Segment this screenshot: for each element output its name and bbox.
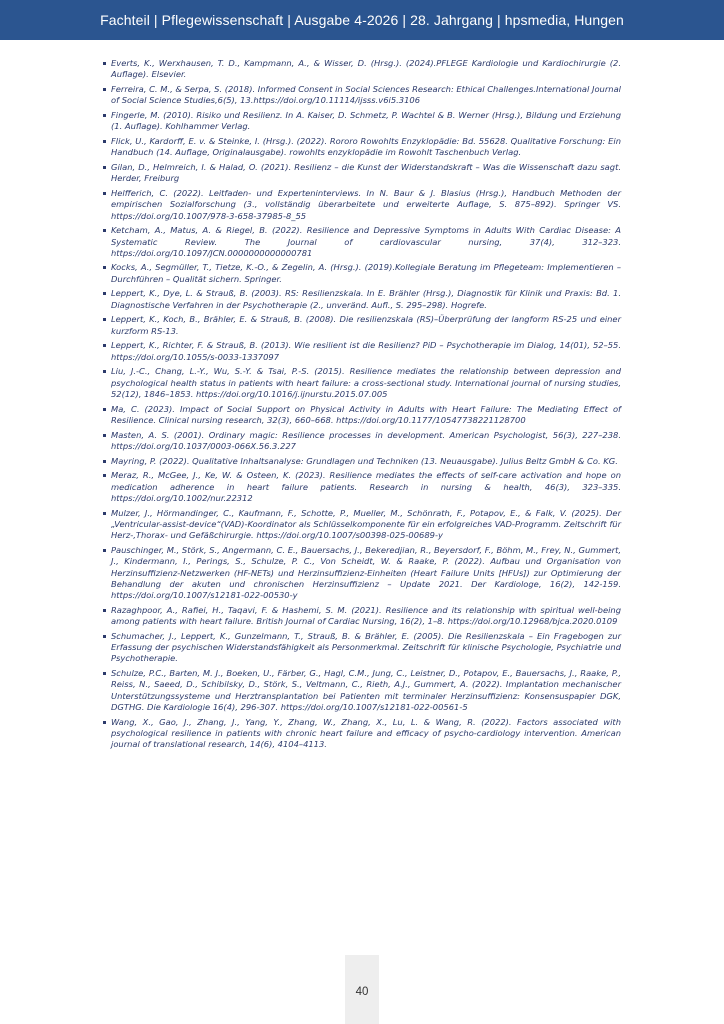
reference-text: Kocks, A., Segmüller, T., Tietze, K.-O., & Zegelin, A. (Hrsg.). (2019).Kollegiale Beratung im Pflegeteam: Implementieren – Durchführen – Qualität sichern. Springer. bbox=[111, 262, 621, 284]
bullet-icon bbox=[103, 408, 106, 411]
reference-item bbox=[103, 470, 621, 504]
reference-item bbox=[103, 225, 621, 259]
reference-item bbox=[103, 58, 621, 81]
bullet-icon bbox=[103, 88, 106, 91]
reference-item bbox=[103, 136, 621, 159]
reference-item bbox=[103, 288, 621, 311]
page-number: 40 bbox=[355, 986, 369, 998]
bullet-icon bbox=[103, 292, 106, 295]
reference-item bbox=[103, 508, 621, 542]
bullet-icon bbox=[103, 266, 106, 269]
reference-list bbox=[103, 58, 621, 754]
page-header bbox=[0, 0, 724, 40]
reference-item bbox=[103, 717, 621, 751]
bullet-icon bbox=[103, 370, 106, 373]
bullet-icon bbox=[103, 166, 106, 169]
reference-text: Everts, K., Werxhausen, T. D., Kampmann, A., & Wisser, D. (Hrsg.). (2024).PFLEGE Kardiologie und Kardiochirurgie (2. Auflage). Elsevier. bbox=[111, 58, 621, 80]
reference-text: Mulzer, J., Hörmandinger, C., Kaufmann, F., Schotte, P., Mueller, M., Schönrath, F., Potapov, E., & Falk, V. (2025). Der „Ventricular-assist-device“(VAD)-Koordinator als Schlüsselkomponente für ein erfolgreiches VAD-Programm. Zeitschrift für Herz-,Thorax- und Gefäßchirurgie. https://doi.org/10.1007/s00398-025-00689-y bbox=[111, 507, 621, 541]
bullet-icon bbox=[103, 229, 106, 232]
reference-text: Leppert, K., Richter, F. & Strauß, B. (2013). Wie resilient ist die Resilienz? PiD – Psychotherapie im Dialog, 14(01), 52–55. https://doi.org/10.1055/s-0033-1337097 bbox=[111, 340, 621, 362]
bullet-icon bbox=[103, 140, 106, 143]
reference-text: Helfferich, C. (2022). Leitfaden- und Experteninterviews. In N. Baur & J. Blasius (Hrsg.), Handbuch Methoden der empirischen Sozialforschung (3., vollständig überarbeitete und erweiterte Auflage, S. 875–892). Springer VS. https://doi.org/10.1007/978-3-658-37985-8_55 bbox=[111, 187, 621, 221]
bullet-icon bbox=[103, 460, 106, 463]
header-title: Fachteil | Pflegewissenschaft | Ausgabe 4-2026 | 28. Jahrgang | hpsmedia, Hungen bbox=[100, 12, 624, 28]
reference-text: Leppert, K., Dye, L. & Strauß, B. (2003). RS: Resilienzskala. In E. Brähler (Hrsg.), Diagnostik für Klinik und Praxis: Bd. 1. Diagnostische Verfahren in der Psychotherapie (2., unveränd. Aufl., S. 295–298). Hogrefe. bbox=[111, 288, 621, 310]
reference-text: Ma, C. (2023). Impact of Social Support on Physical Activity in Adults with Heart Failure: The Mediating Effect of Resilience. Clinical nursing research, 32(3), 660–668. https://doi.org/10.1177/10547738221128700 bbox=[111, 403, 621, 425]
reference-text: Schulze, P.C., Barten, M. J., Boeken, U., Färber, G., Hagl, C.M., Jung, C., Leistner, D., Potapov, E., Bauersachs, J., Raake, P., Reiss, N., Saeed, D., Schibilsky, D., Störk, S., Veltmann, C., Rieth, A.J., Gummert, A. (2022). Implantation mechanischer Unterstützungssysteme und Herztransplantation bei Patienten mit terminaler Herzinsuffizienz: Konsensuspapier DGK, DGTHG. Die Kardiologie 16(4), 296-307. https://doi.org/10.1007/s12181-022-00561-5 bbox=[111, 668, 621, 712]
bullet-icon bbox=[103, 474, 106, 477]
reference-item bbox=[103, 668, 621, 713]
reference-item bbox=[103, 188, 621, 222]
reference-item bbox=[103, 162, 621, 185]
reference-text: Leppert, K., Koch, B., Brähler, E. & Strauß, B. (2008). Die resilienzskala (RS)–Überprüfung der langform RS-25 und einer kurzform RS-13. bbox=[111, 314, 621, 336]
reference-text: Masten, A. S. (2001). Ordinary magic: Resilience processes in development. American Psychologist, 56(3), 227–238. https://doi.org/10.1037/0003-066X.56.3.227 bbox=[111, 429, 621, 451]
reference-text: Fingerle, M. (2010). Risiko und Resilienz. In A. Kaiser, D. Schmetz, P. Wachtel & B. Werner (Hrsg.), Bildung und Erziehung (1. Auflage). Kohlhammer Verlag. bbox=[111, 109, 621, 132]
bullet-icon bbox=[103, 192, 106, 195]
reference-item bbox=[103, 340, 621, 363]
reference-text: Razaghpoor, A., Rafiei, H., Taqavi, F. & Hashemi, S. M. (2021). Resilience and its relationship with spiritual well-being among patients with heart failure. British Journal of Cardiac Nursing, 16(2), 1–8. https://doi.org/10.12968/bjca.2020.0109 bbox=[111, 604, 621, 627]
reference-item bbox=[103, 605, 621, 628]
bullet-icon bbox=[103, 672, 106, 675]
reference-text: Gilan, D., Helmreich, I. & Halad, O. (2021). Resilienz – die Kunst der Widerstandskraft – Was die Wissenschaft dazu sagt. Herder, Freiburg bbox=[111, 161, 621, 184]
reference-text: Flick, U., Kardorff, E. v. & Steinke, I. (Hrsg.). (2022). Rororo Rowohlts Enzyklopädie: Bd. 55628. Qualitative Forschung: Ein Handbuch (14. Auflage, Originalausgabe). rowohlts enzyklopädie im Rowohlt Taschenbuch Verlag. bbox=[111, 135, 621, 158]
bullet-icon bbox=[103, 62, 106, 65]
bullet-icon bbox=[103, 635, 106, 638]
reference-text: Schumacher, J., Leppert, K., Gunzelmann, T., Strauß, B. & Brähler, E. (2005). Die Resilienzskala – Ein Fragebogen zur Erfassung der psychischen Widerstandsfähigkeit als Personmerkmal. Zeitschrift für klinische Psychologie, Psychiatrie und Psychotherapie. bbox=[111, 630, 621, 664]
reference-item bbox=[103, 430, 621, 453]
reference-text: Ketcham, A., Matus, A. & Riegel, B. (2022). Resilience and Depressive Symptoms in Adults With Cardiac Disease: A Systematic Review. The Journal of cardiovascular nursing, 37(4), 312–323. https://doi.org/10.1097/JCN.0000000000000781 bbox=[111, 225, 621, 258]
bullet-icon bbox=[103, 512, 106, 515]
bullet-icon bbox=[103, 609, 106, 612]
reference-text: Ferreira, C. M., & Serpa, S. (2018). Informed Consent in Social Sciences Research: Ethical Challenges.International Journal of Social Science Studies,6(5), 13.https://doi.org/10.11114/ijsss.v6i5.3106 bbox=[111, 83, 621, 106]
reference-text: Meraz, R., McGee, J., Ke, W. & Osteen, K. (2023). Resilience mediates the effects of self-care activation and hope on medication adherence in heart failure patients. Research in nursing & health, 46(3), 323–335. https://doi.org/10.1002/nur.22312 bbox=[111, 470, 621, 503]
bullet-icon bbox=[103, 549, 106, 552]
bullet-icon bbox=[103, 721, 106, 724]
reference-text: Liu, J.-C., Chang, L.-Y., Wu, S.-Y. & Tsai, P.-S. (2015). Resilience mediates the relationship between depression and psychological health status in patients with heart failure: a cross-sectional study. International journal of nursing studies, 52(12), 1846–1853. https://doi.org/10.1016/j.ijnurstu.2015.07.005 bbox=[111, 366, 621, 400]
reference-item bbox=[103, 631, 621, 665]
bullet-icon bbox=[103, 344, 106, 347]
reference-item bbox=[103, 545, 621, 601]
reference-item bbox=[103, 404, 621, 427]
reference-item bbox=[103, 84, 621, 107]
reference-item bbox=[103, 262, 621, 285]
reference-text: Wang, X., Gao, J., Zhang, J., Yang, Y., Zhang, W., Zhang, X., Lu, L. & Wang, R. (2022). Factors associated with psychological resilience in patients with chronic heart failure and efficacy of psycho-cardiology intervention. American journal of translational research, 14(6), 4104–4113. bbox=[111, 716, 621, 750]
reference-text: Pauschinger, M., Störk, S., Angermann, C. E., Bauersachs, J., Bekeredjian, R., Beyersdorf, F., Böhm, M., Frey, N., Gummert, J., Kindermann, I., Perings, S., Schulze, P. C., Von Scheidt, W. & Raake, P. (2022). Aufbau und Organisation von Herzinsuffizienz-Netzwerken (HF-NETs) und Herzinsuffizienz-Einheiten (Heart Failure Units [HFUs]) zur Optimierung der Behandlung der akuten und chronischen Herzinsuffizienz – Update 2021. Der Kardiologe, 16(2), 142-159. https://doi.org/10.1007/s12181-022-00530-y bbox=[111, 544, 621, 601]
bullet-icon bbox=[103, 434, 106, 437]
reference-text: Mayring, P. (2022). Qualitative Inhaltsanalyse: Grundlagen und Techniken (13. Neuausgabe). Julius Beltz GmbH & Co. KG. bbox=[111, 455, 618, 466]
reference-item bbox=[103, 456, 621, 467]
reference-item bbox=[103, 366, 621, 400]
bullet-icon bbox=[103, 114, 106, 117]
page-number-box bbox=[345, 955, 379, 1024]
reference-item bbox=[103, 314, 621, 337]
bullet-icon bbox=[103, 318, 106, 321]
reference-item bbox=[103, 110, 621, 133]
